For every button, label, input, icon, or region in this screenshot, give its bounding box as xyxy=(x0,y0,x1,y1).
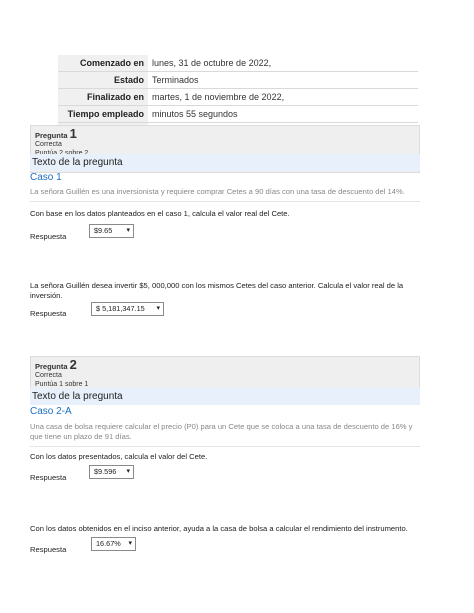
response-label: Respuesta xyxy=(30,473,67,482)
response-label: Respuesta xyxy=(30,232,67,241)
summary-row xyxy=(58,72,418,89)
chevron-down-icon: ▾ xyxy=(128,540,132,547)
divider xyxy=(30,201,420,202)
answer-value: $9.65 xyxy=(94,226,113,235)
summary-label: Tiempo empleado xyxy=(58,106,148,123)
summary-label: Estado xyxy=(58,72,148,89)
summary-row xyxy=(58,55,418,72)
answer-dropdown[interactable] xyxy=(91,302,164,316)
answer-value: $ 5,181,347.15 xyxy=(96,304,145,313)
summary-label: Finalizado en xyxy=(58,89,148,106)
question-number-value: 1 xyxy=(69,126,77,141)
question-state: Correcta xyxy=(35,372,62,379)
answer-value: $9.596 xyxy=(94,467,117,476)
question-part-text: Con los datos presentados, calcula el valor del Cete. xyxy=(30,452,208,461)
case-title: Caso 2-A xyxy=(30,406,72,417)
question-number-value: 2 xyxy=(69,357,77,372)
question-number xyxy=(35,357,415,372)
question-part-text: Con base en los datos planteados en el caso 1, calcula el valor real del Cete. xyxy=(30,209,290,218)
case-intro: La señora Guillén es una inversionista y requiere comprar Cetes a 90 días con una tasa de descuento del 14%. xyxy=(30,187,405,196)
answer-dropdown[interactable] xyxy=(91,537,136,551)
question-grade: Puntúa 1 sobre 1 xyxy=(35,381,89,388)
chevron-down-icon: ▾ xyxy=(126,227,130,234)
chevron-down-icon: ▾ xyxy=(156,305,160,312)
summary-value: lunes, 31 de octubre de 2022, xyxy=(148,55,418,72)
summary-value: minutos 55 segundos xyxy=(148,106,418,123)
question-prefix: Pregunta xyxy=(35,131,68,140)
question-number xyxy=(35,126,415,141)
divider xyxy=(30,446,420,447)
summary-value: Terminados xyxy=(148,72,418,89)
summary-row xyxy=(58,106,418,123)
answer-dropdown[interactable] xyxy=(89,224,134,238)
summary-label: Comenzado en xyxy=(58,55,148,72)
question-text-header: Texto de la pregunta xyxy=(30,388,420,405)
summary-value: martes, 1 de noviembre de 2022, xyxy=(148,89,418,106)
case-intro: Una casa de bolsa requiere calcular el precio (P0) para un Cete que se coloca a una tasa de descuento de 16% y que tiene un plazo de 91 días. xyxy=(30,422,413,441)
response-label: Respuesta xyxy=(30,545,67,554)
question-text-header: Texto de la pregunta xyxy=(30,154,420,171)
question-part-text: La señora Guillén desea invertir $5, 000,000 con los mismos Cetes del caso anterior. Calcula el valor real de la inversión. xyxy=(30,281,404,300)
chevron-down-icon: ▾ xyxy=(126,468,130,475)
case-title: Caso 1 xyxy=(30,172,62,183)
question-state: Correcta xyxy=(35,141,62,148)
response-label: Respuesta xyxy=(30,309,67,318)
summary-row xyxy=(58,89,418,106)
answer-value: 16.67% xyxy=(96,539,121,548)
question-prefix: Pregunta xyxy=(35,362,68,371)
answer-dropdown[interactable] xyxy=(89,465,134,479)
question-part-text: Con los datos obtenidos en el inciso anterior, ayuda a la casa de bolsa a calcular el rendimiento del instrumento. xyxy=(30,524,408,533)
